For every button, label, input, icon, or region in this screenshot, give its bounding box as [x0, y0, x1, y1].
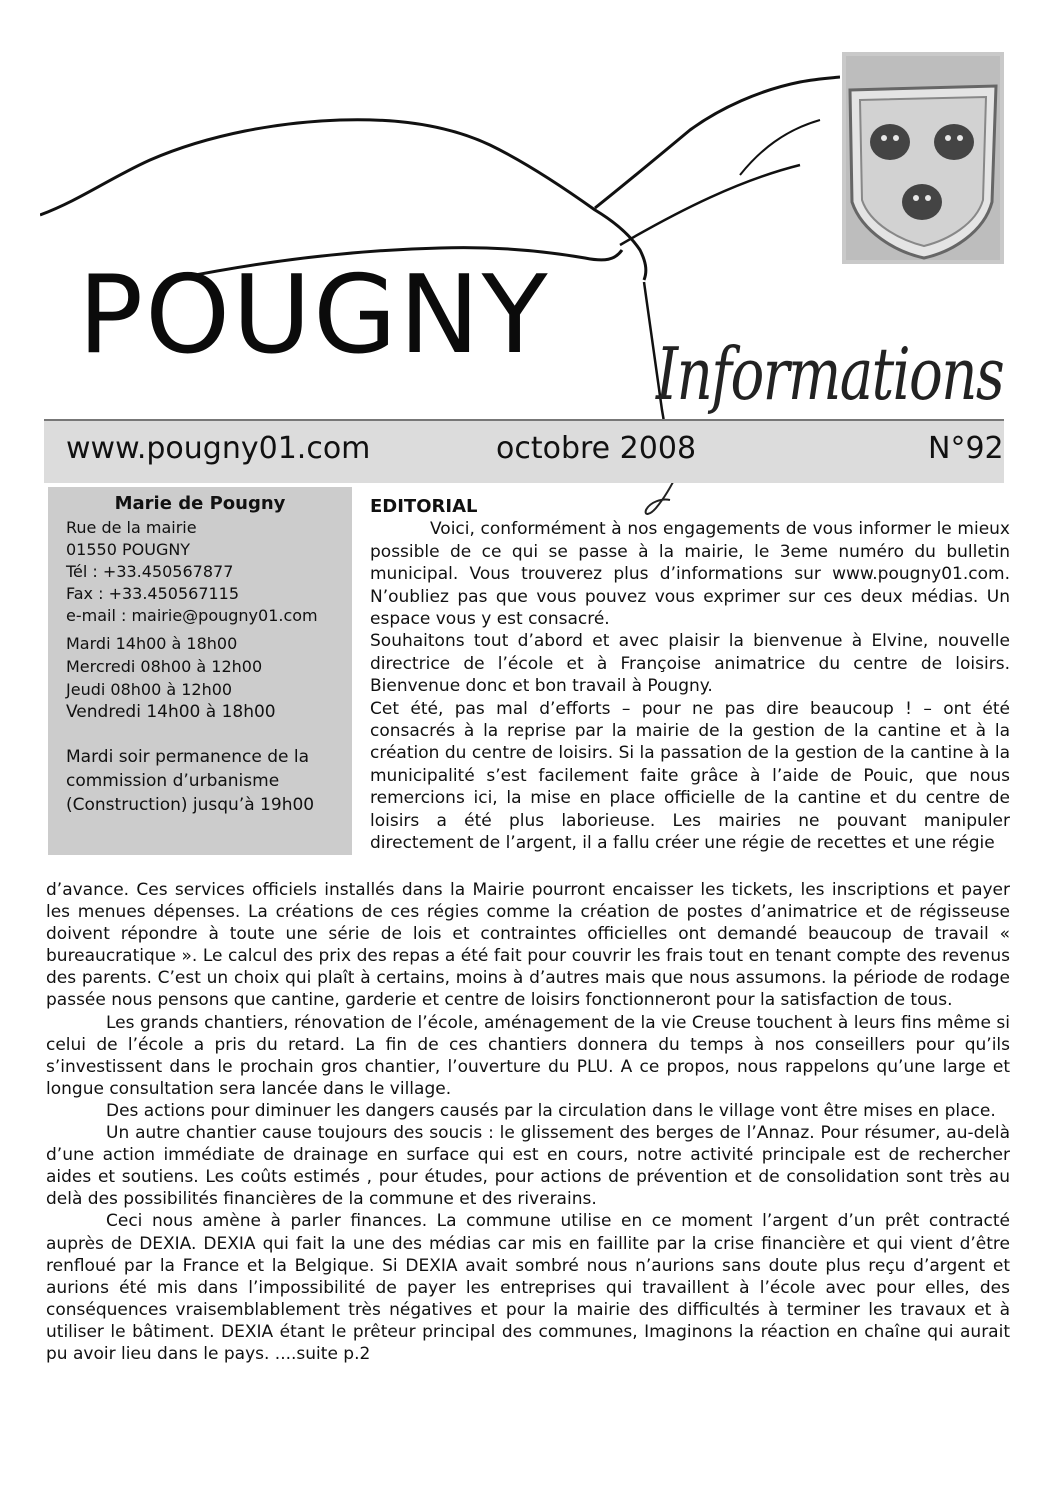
address-line: 01550 POUGNY — [66, 540, 191, 559]
phone-line: Tél : +33.450567877 — [66, 562, 234, 581]
body-paragraph: Les grands chantiers, rénovation de l’école, aménagement de la vie Creuse touchent à leurs fins même si celui de l’école a pris du retard. La fin de ces chantiers donnera du temps à nos conseillers pour qu’ils s’investissent dans le prochain gros chantier, l’ouverture du PLU. A ce propos, nous rappelons qu’une large et longue consultation sera lancée dans le village. — [46, 1012, 1010, 1099]
issue-number: N°92 — [928, 431, 1004, 466]
body-paragraph: Ceci nous amène à parler finances. La commune utilise en ce moment l’argent d’un prêt contracté auprès de DEXIA. DEXIA qui fait la une des médias car mis en faillite par la crise financière et qui vient d’être renfloué par la France et la Belgique. Si DEXIA avait sombré nous n’aurions sans doute plus reçu d’argent et aurions été mis dans l’impossibilité de payer les entreprises qui travaillent à l’école avec pour elles, des conséquences vraisemblablement très négatives et pour la mairie des difficultés à terminer les travaux et à utiliser le bâtiment. DEXIA étant le prêteur principal des communes, Imaginons la réaction en chaîne qui aurait pu avoir lieu dans le pays. ....suite p.2 — [46, 1211, 1010, 1364]
opening-hours — [66, 632, 276, 724]
website-text: www.pougny01.com — [66, 431, 371, 466]
editorial-paragraph: Voici, conformément à nos engagements de vous informer le mieux possible de ce qui se passe à la mairie, le 3eme numéro du bulletin municipal. Vous trouverez plus d’informations sur www.pougny01.com. N’oubliez pas que vous pouvez vous exprimer sur ces deux médias. Un espace vous y est consacré. — [370, 519, 1010, 630]
info-band — [44, 421, 1004, 483]
coat-of-arms-image — [842, 52, 1004, 264]
hours-line: Mercredi 08h00 à 12h00 — [66, 657, 263, 676]
body-paragraph: d’avance. Ces services officiels installés dans la Mairie pourront encaisser les tickets, les inscriptions et payer les menues dépenses. La créations de ces régies comme la création de postes d’animatrice et de régisseuse doivent répondre à toute une série de lois et contraintes officielles ont demandé beaucoup de travail « bureaucratique ». Le calcul des prix des repas a été fait pour couvrir les frais tout en tenant compte des revenus des parents. C’est un choix qui plaît à certains, moins à d’autres mais que nous assumons. la période de rodage passée nous pensons que cantine, garderie et centre de loisirs fonctionneront pour la satisfaction de tous. — [46, 880, 1010, 1011]
editorial-column — [370, 496, 1010, 855]
article-body — [46, 879, 1010, 1365]
body-paragraph: Un autre chantier cause toujours des soucis : le glissement des berges de l’Annaz. Pour résumer, au-delà d’une action immédiate de drainage en surface qui est en cours, notre activité principale est de rechercher aides et soutiens. Les coûts estimés , pour études, pour actions de prévention et de consolidation sont très au delà des possibilités financières de la commune et des riverains. — [46, 1123, 1010, 1210]
address-line: Rue de la mairie — [66, 518, 197, 537]
hours-line: Vendredi 14h00 à 18h00 — [66, 702, 276, 722]
contact-sidebar — [48, 487, 352, 855]
fax-line: Fax : +33.450567115 — [66, 584, 240, 603]
sidebar-title: Marie de Pougny — [114, 493, 286, 514]
editorial-heading: EDITORIAL — [370, 496, 478, 517]
masthead-title: POUGNY — [78, 253, 550, 378]
address-block — [66, 517, 318, 627]
masthead-subtitle: Informations — [656, 332, 1004, 416]
urbanism-note: Mardi soir permanence de la commission d’urbanisme (Construction) jusqu’à 19h00 — [66, 747, 315, 815]
email-line: e-mail : mairie@pougny01.com — [66, 606, 318, 625]
shield-icon — [842, 52, 1004, 264]
hours-line: Mardi 14h00 à 18h00 — [66, 634, 238, 653]
editorial-paragraph: Souhaitons tout d’abord et avec plaisir la bienvenue à Elvine, nouvelle directrice de l’école et à Françoise animatrice du centre de loisirs. Bienvenue donc et bon travail à Pougny. — [370, 631, 1010, 697]
hours-line: Jeudi 08h00 à 12h00 — [66, 680, 233, 699]
issue-date: octobre 2008 — [496, 431, 697, 466]
body-paragraph: Des actions pour diminuer les dangers causés par la circulation dans le village vont être mises en place. — [106, 1100, 996, 1121]
editorial-paragraph: Cet été, pas mal d’efforts – pour ne pas dire beaucoup ! – ont été consacrés à la reprise par la mairie de la gestion de la cantine et à la création du centre de loisirs. Si la passation de la gestion de la cantine à la municipalité s’est facilement faite grâce à l’aide de Pouic, que nous remercions ici, la mise en place officielle de la cantine et du centre de loisirs a été plus laborieuse. Les mairies ne pouvant manipuler directement de l’argent, il a fallu créer une régie de recettes et une régie — [370, 698, 1010, 854]
